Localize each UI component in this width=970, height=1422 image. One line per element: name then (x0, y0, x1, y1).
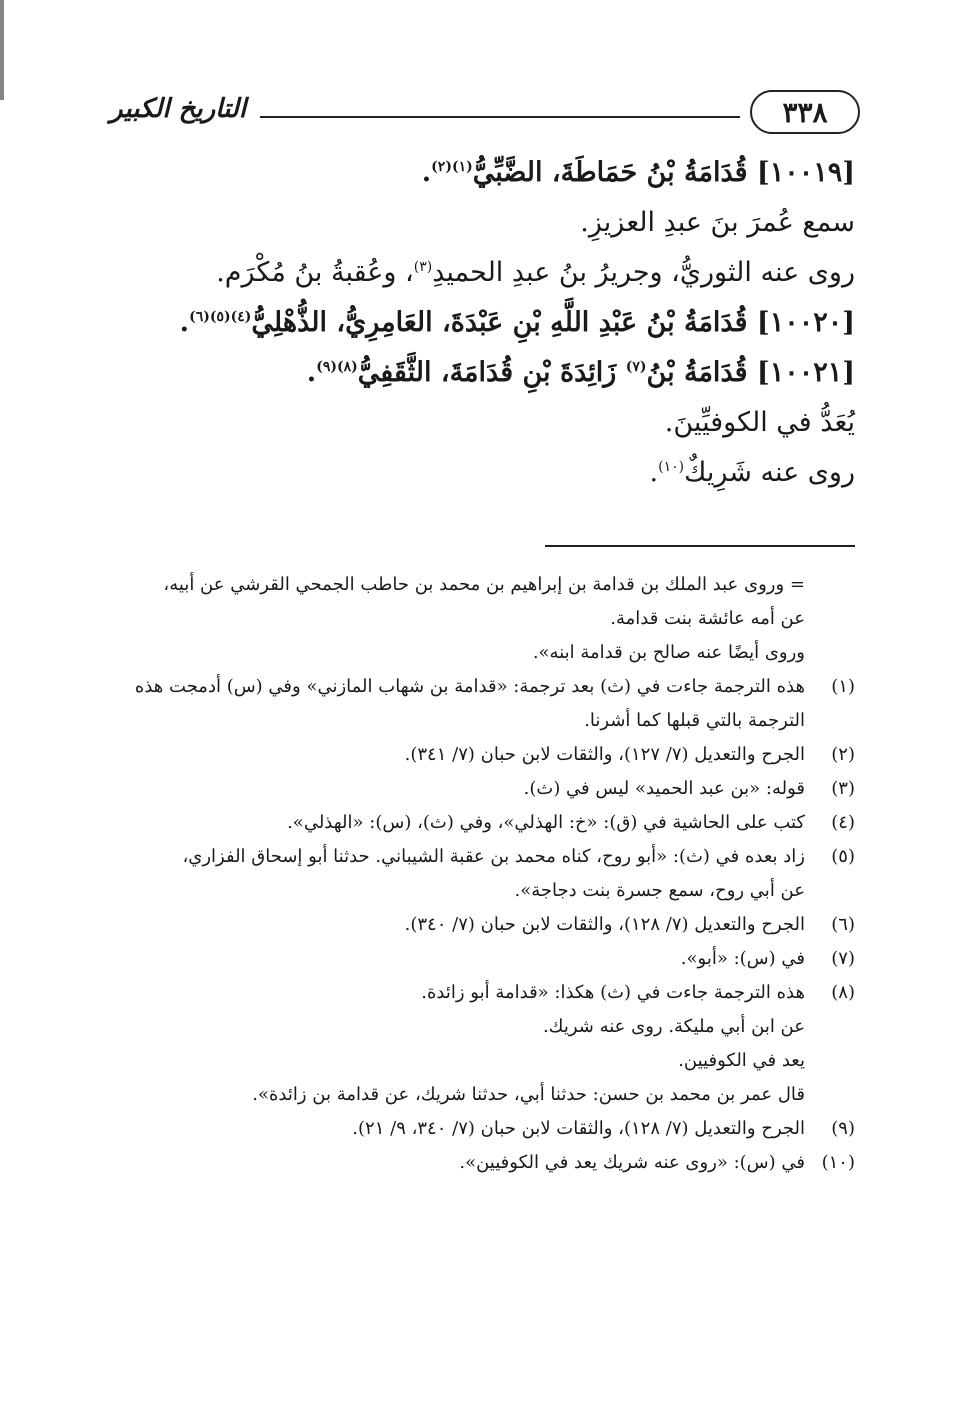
footnote-line: هذه الترجمة جاءت في (ث) هكذا: «قدامة أبو زائدة. (421, 982, 805, 1003)
footnote-number: (٢) (831, 744, 855, 765)
footnote-line: الجرح والتعديل (٧/ ١٢٨)، والثقات لابن حبان (٧/ ٣٤٠). (404, 914, 805, 935)
footnote-ref: (١)(٢) (431, 159, 473, 175)
entry-text: روى عنه شَرِيكٌ (684, 457, 855, 488)
entry-number: [١٠٠١٩] (756, 157, 855, 188)
footnote-line: عن ابن أبي مليكة. روى عنه شريك. (542, 1016, 805, 1037)
entry-10020 (110, 298, 855, 348)
footnote-ref: (٨)(٩) (316, 359, 358, 375)
page-number: ٣٣٨ (750, 90, 860, 134)
footnote-number: (٣) (831, 778, 855, 799)
footnote-3 (112, 772, 855, 806)
entry-name: قُدَامَةُ بْنُ (646, 357, 757, 388)
footnote-line: في (س): «روى عنه شريك يعد في الكوفيين». (459, 1152, 805, 1173)
entry-name: قُدَامَةُ بْنُ عَبْدِ اللَّهِ بْنِ عَبْدَةَ، العَامِرِيُّ، الذُّهْلِيُّ (251, 307, 757, 338)
footnote-line: زاد بعده في (ث): «أبو روح، كناه محمد بن عقبة الشيباني. حدثنا أبو إسحاق الفزاري، (182, 846, 805, 867)
footnote-line: هذه الترجمة جاءت في (ث) بعد ترجمة: «قدامة بن شهاب المازني» وفي (س) أدمجت هذه (134, 676, 805, 697)
footnote-line: كتب على الحاشية في (ق): «خ: الهذلي»، وفي (ث)، (س): «الهذلي». (287, 812, 805, 833)
footnote-separator (545, 545, 855, 547)
footnote-number: (٨) (831, 982, 855, 1003)
footnote-line: عن أبي روح، سمع جسرة بنت دجاجة». (514, 880, 805, 901)
entry-end: . (421, 157, 432, 188)
entry-line (110, 448, 855, 498)
header-rule (260, 116, 740, 118)
entry-line (110, 398, 855, 448)
footnote-number: (٥) (831, 846, 855, 867)
footnote-number: (٦) (831, 914, 855, 935)
entry-name: قُدَامَةُ بْنُ حَمَاطَةَ، الضَّبِّيُّ (472, 157, 757, 188)
footnote-line: يعد في الكوفيين. (678, 1050, 805, 1071)
footnote-line: في (س): «أبو». (680, 948, 805, 969)
footnote-10 (112, 1146, 855, 1180)
footnote-ref: (١٠) (658, 459, 685, 475)
footnote-line: قال عمر بن محمد بن حسن: حدثنا أبي، حدثنا شريك، عن قدامة بن زائدة». (252, 1084, 805, 1105)
footnote-ref: (٧) (625, 359, 647, 375)
entry-line (110, 198, 855, 248)
entry-text: يُعَدُّ في الكوفيِّينَ. (664, 407, 855, 438)
footnote-line: = وروى عبد الملك بن قدامة بن إبراهيم بن محمد بن حاطب الجمحي القرشي عن أبيه، (163, 574, 805, 595)
footnote-6 (112, 908, 855, 942)
entry-number: [١٠٠٢٠] (756, 307, 855, 338)
footnotes (112, 568, 855, 1180)
footnote-4 (112, 806, 855, 840)
scan-edge-mark (0, 0, 4, 100)
entry-text: . (649, 457, 659, 488)
footnote-5 (112, 840, 855, 908)
footnote-line: وروى أيضًا عنه صالح بن قدامة ابنه». (532, 642, 805, 663)
entry-text: ، وعُقبةُ بنُ مُكْرَم. (216, 257, 414, 288)
footnote-line: الجرح والتعديل (٧/ ١٢٨)، والثقات لابن حبان (٧/ ٣٤٠، ٩/ ٢١). (352, 1118, 805, 1139)
footnote-1 (112, 670, 855, 738)
entry-text: روى عنه الثوريُّ، وجريرُ بنُ عبدِ الحميدِ (432, 257, 855, 288)
entry-10019 (110, 148, 855, 198)
footnote-ref: (٣) (413, 259, 433, 275)
entry-end: . (179, 307, 190, 338)
footnote-line: عن أمه عائشة بنت قدامة. (610, 608, 805, 629)
footnote-7 (112, 942, 855, 976)
footnote-line: الجرح والتعديل (٧/ ١٢٧)، والثقات لابن حبان (٧/ ٣٤١). (404, 744, 805, 765)
entry-text: سمع عُمرَ بنَ عبدِ العزيزِ. (580, 207, 855, 238)
footnote-ref: (٤)(٥)(٦) (189, 309, 252, 325)
footnote-number: (٩) (831, 1118, 855, 1139)
main-text (110, 148, 855, 498)
footnote-continuation (112, 568, 855, 670)
page-header (110, 90, 860, 140)
running-title: التاريخ الكبير (110, 94, 247, 124)
entry-number: [١٠٠٢١] (756, 357, 855, 388)
footnote-number: (١٠) (821, 1152, 855, 1173)
entry-name: زَائِدَةَ بْنِ قُدَامَةَ، الثَّقَفِيُّ (357, 357, 626, 388)
footnote-number: (٧) (831, 948, 855, 969)
footnote-number: (٤) (831, 812, 855, 833)
footnote-8 (112, 976, 855, 1112)
footnote-number: (١) (831, 676, 855, 697)
footnote-line: قوله: «بن عبد الحميد» ليس في (ث). (523, 778, 805, 799)
footnote-2 (112, 738, 855, 772)
footnote-line: الترجمة بالتي قبلها كما أشرنا. (584, 710, 805, 731)
entry-end: . (306, 357, 317, 388)
footnote-9 (112, 1112, 855, 1146)
entry-line (110, 248, 855, 298)
entry-10021 (110, 348, 855, 398)
